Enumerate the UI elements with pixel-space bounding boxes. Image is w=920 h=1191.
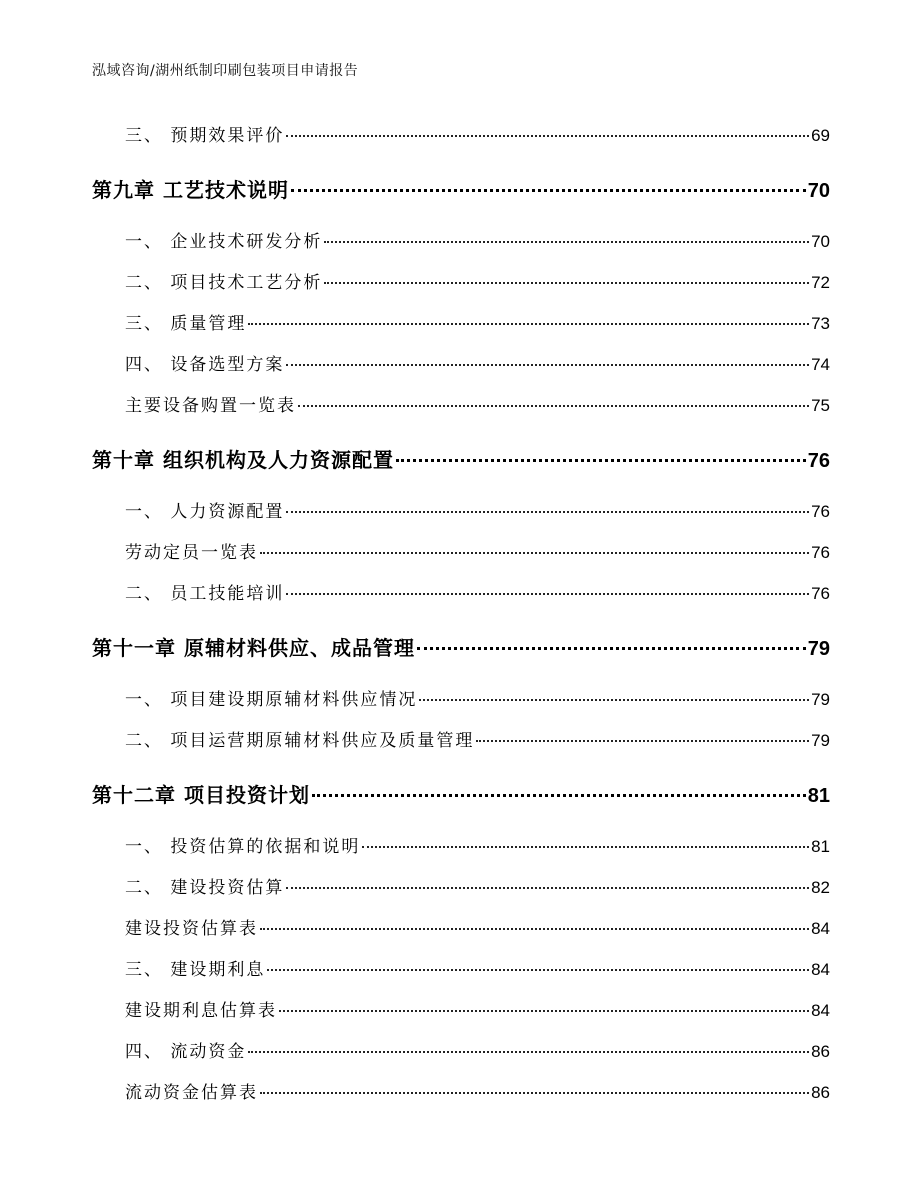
toc-entry-page: 81 — [811, 837, 830, 856]
toc-entry[interactable] — [92, 573, 830, 614]
toc-chapter-page: 81 — [807, 785, 830, 807]
toc-entry-page: 82 — [811, 878, 830, 897]
toc-entry-title: 二、 项目技术工艺分析 — [125, 273, 323, 293]
toc-entry-page: 76 — [811, 502, 830, 521]
dot-leader — [279, 1010, 809, 1012]
toc-chapter-title: 第九章 工艺技术说明 — [92, 178, 289, 202]
toc-entry[interactable] — [92, 344, 830, 385]
toc-entry-title: 四、 设备选型方案 — [125, 355, 285, 375]
toc-entry-title: 一、 投资估算的依据和说明 — [125, 837, 361, 857]
dot-leader — [476, 740, 809, 742]
toc-entry[interactable] — [92, 990, 830, 1031]
toc-entry-page: 86 — [811, 1083, 830, 1102]
toc-entry-page: 86 — [811, 1042, 830, 1061]
dot-leader — [396, 459, 806, 462]
dot-leader — [260, 552, 809, 554]
toc-entry[interactable] — [92, 221, 830, 262]
toc-entry[interactable] — [92, 115, 830, 156]
toc-entry-page: 84 — [811, 960, 830, 979]
running-header: 泓域咨询/湖州纸制印刷包装项目申请报告 — [92, 63, 359, 79]
toc-chapter-title: 第十章 组织机构及人力资源配置 — [92, 448, 394, 472]
dot-leader — [324, 282, 809, 284]
toc-entry[interactable] — [92, 262, 830, 303]
toc-entry-page: 79 — [811, 690, 830, 709]
toc-chapter-page: 79 — [807, 638, 830, 660]
toc-entry-page: 72 — [811, 273, 830, 292]
toc-entry-page: 76 — [811, 584, 830, 603]
toc-entry-title: 一、 企业技术研发分析 — [125, 232, 323, 252]
toc-entry-title: 二、 员工技能培训 — [125, 584, 285, 604]
toc-chapter-entry[interactable] — [92, 623, 830, 674]
dot-leader — [324, 241, 809, 243]
toc-entry-title: 一、 项目建设期原辅材料供应情况 — [125, 690, 418, 710]
table-of-contents — [92, 115, 830, 1113]
toc-entry-title: 四、 流动资金 — [125, 1042, 247, 1062]
dot-leader — [291, 189, 806, 192]
dot-leader — [248, 323, 809, 325]
toc-chapter-entry[interactable] — [92, 435, 830, 486]
toc-entry[interactable] — [92, 1031, 830, 1072]
toc-entry-title: 三、 质量管理 — [125, 314, 247, 334]
toc-entry-page: 84 — [811, 1001, 830, 1020]
toc-entry[interactable] — [92, 303, 830, 344]
dot-leader — [260, 928, 809, 930]
toc-entry[interactable] — [92, 385, 830, 426]
toc-chapter-entry[interactable] — [92, 165, 830, 216]
toc-entry[interactable] — [92, 826, 830, 867]
toc-entry-page: 73 — [811, 314, 830, 333]
toc-chapter-page: 76 — [807, 450, 830, 472]
toc-entry-page: 75 — [811, 396, 830, 415]
toc-chapter-entry[interactable] — [92, 770, 830, 821]
toc-entry-page: 79 — [811, 731, 830, 750]
toc-entry-title: 劳动定员一览表 — [125, 543, 258, 563]
dot-leader — [286, 135, 809, 137]
toc-entry-page: 70 — [811, 232, 830, 251]
dot-leader — [417, 647, 806, 650]
toc-entry-page: 69 — [811, 126, 830, 145]
toc-entry[interactable] — [92, 949, 830, 990]
toc-entry[interactable] — [92, 679, 830, 720]
toc-entry[interactable] — [92, 908, 830, 949]
toc-entry-title: 主要设备购置一览表 — [125, 396, 296, 416]
toc-entry-title: 建设投资估算表 — [125, 919, 258, 939]
toc-entry-title: 三、 建设期利息 — [125, 960, 266, 980]
toc-entry[interactable] — [92, 720, 830, 761]
toc-entry-title: 一、 人力资源配置 — [125, 502, 285, 522]
toc-entry-page: 76 — [811, 543, 830, 562]
dot-leader — [267, 969, 809, 971]
toc-entry-title: 二、 建设投资估算 — [125, 878, 285, 898]
dot-leader — [286, 593, 809, 595]
toc-entry-title: 建设期利息估算表 — [125, 1001, 277, 1021]
toc-entry-page: 84 — [811, 919, 830, 938]
toc-entry[interactable] — [92, 1072, 830, 1113]
toc-entry-title: 二、 项目运营期原辅材料供应及质量管理 — [125, 731, 475, 751]
toc-chapter-title: 第十二章 项目投资计划 — [92, 783, 310, 807]
dot-leader — [298, 405, 809, 407]
toc-chapter-title: 第十一章 原辅材料供应、成品管理 — [92, 636, 415, 660]
toc-chapter-page: 70 — [807, 180, 830, 202]
toc-entry[interactable] — [92, 491, 830, 532]
toc-entry[interactable] — [92, 867, 830, 908]
dot-leader — [286, 364, 809, 366]
dot-leader — [248, 1051, 809, 1053]
dot-leader — [260, 1092, 809, 1094]
dot-leader — [362, 846, 809, 848]
toc-entry-title: 流动资金估算表 — [125, 1083, 258, 1103]
toc-entry-title: 三、 预期效果评价 — [125, 126, 285, 146]
dot-leader — [312, 794, 806, 797]
toc-entry-page: 74 — [811, 355, 830, 374]
toc-entry[interactable] — [92, 532, 830, 573]
dot-leader — [286, 511, 809, 513]
dot-leader — [419, 699, 809, 701]
dot-leader — [286, 887, 809, 889]
